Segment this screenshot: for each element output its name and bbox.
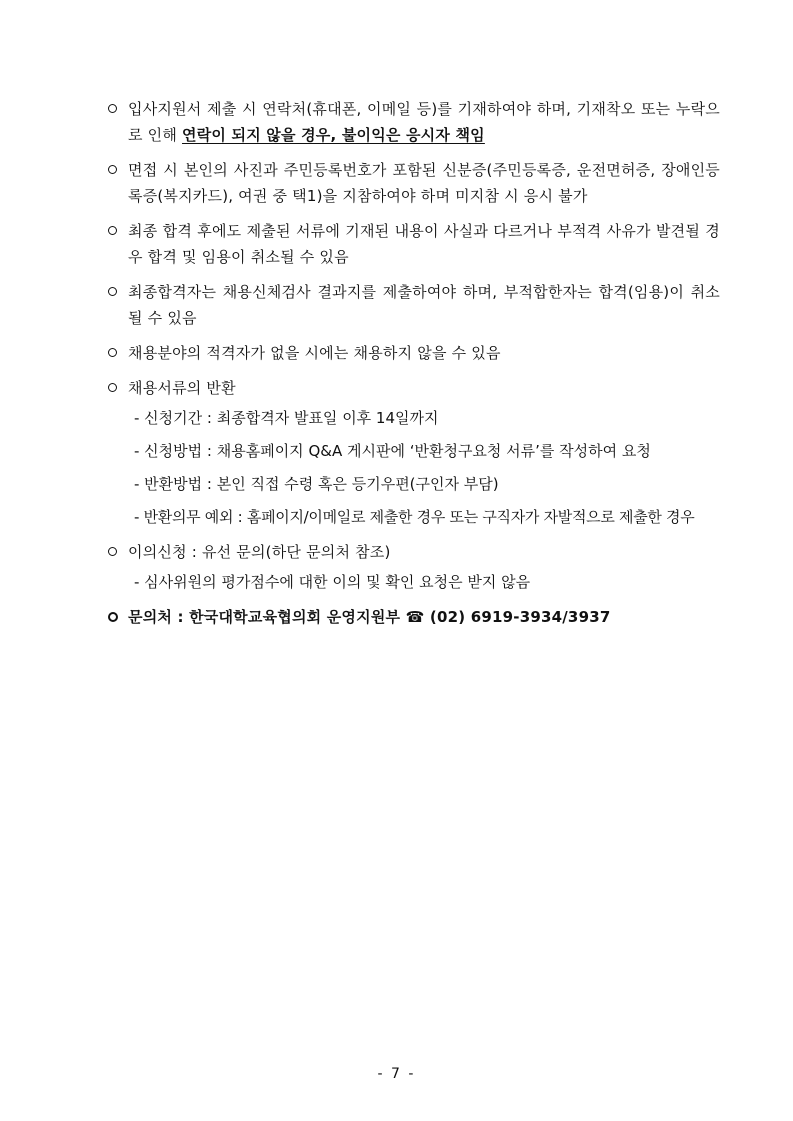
bullet-circle-icon	[108, 383, 117, 392]
notice-list	[108, 96, 720, 639]
notice-item-inquiry	[108, 604, 720, 630]
notice-item-id-card	[108, 157, 720, 209]
notice-text: 채용서류의 반환	[128, 379, 236, 397]
return-docs-exception: - 반환의무 예외 : 홈페이지/이메일로 제출한 경우 또는 구직자가 자발적으로 제출한 경우	[134, 508, 695, 526]
bullet-circle-icon	[108, 612, 118, 622]
bullet-circle-icon	[108, 287, 117, 296]
notice-text: 최종 합격 후에도 제출된 서류에 기재된 내용이 사실과 다르거나 부적격 사유가 발견될 경우 합격 및 임용이 취소될 수 있음	[128, 222, 720, 266]
notice-item-health-check	[108, 279, 720, 331]
appeal-sub-note: - 심사위원의 평가점수에 대한 이의 및 확인 요청은 받지 않음	[134, 573, 531, 591]
notice-emphasis: 연락이 되지 않을 경우, 불이익은 응시자 책임	[182, 126, 485, 144]
notice-item-return-docs	[108, 375, 720, 401]
bullet-circle-icon	[108, 226, 117, 235]
notice-text: 면접 시 본인의 사진과 주민등록번호가 포함된 신분증(주민등록증, 운전면허증, 장애인등록증(복지카드), 여권 중 택1)을 지참하여야 하며 미지참 시 응시 불가	[128, 161, 720, 205]
notice-item-no-hire	[108, 340, 720, 366]
return-docs-delivery: - 반환방법 : 본인 직접 수령 혹은 등기우편(구인자 부담)	[134, 475, 499, 493]
bullet-circle-icon	[108, 104, 117, 113]
inquiry-text: 문의처 : 한국대학교육협의회 운영지원부 ☎ (02) 6919-3934/3937	[128, 608, 611, 626]
notice-text: 입사지원서 제출 시 연락처(휴대폰, 이메일 등)를 기재하여야 하며, 기재착오 또는 누락으로 인해	[128, 100, 720, 144]
page-number: - 7 -	[377, 1066, 416, 1082]
notice-text: 최종합격자는 채용신체검사 결과지를 제출하여야 하며, 부적합한자는 합격(임용)이 취소될 수 있음	[128, 283, 720, 327]
bullet-circle-icon	[108, 165, 117, 174]
bullet-circle-icon	[108, 348, 117, 357]
notice-item-contact	[108, 96, 720, 148]
notice-text: 채용분야의 적격자가 없을 시에는 채용하지 않을 수 있음	[128, 344, 501, 362]
notice-text: 이의신청 : 유선 문의(하단 문의처 참조)	[128, 543, 391, 561]
notice-item-appeal	[108, 539, 720, 565]
bullet-circle-icon	[108, 547, 117, 556]
return-docs-period: - 신청기간 : 최종합격자 발표일 이후 14일까지	[134, 409, 439, 427]
notice-item-cancellation	[108, 218, 720, 270]
return-docs-method: - 신청방법 : 채용홈페이지 Q&A 게시판에 ‘반환청구요청 서류’를 작성하여 요청	[134, 442, 651, 460]
